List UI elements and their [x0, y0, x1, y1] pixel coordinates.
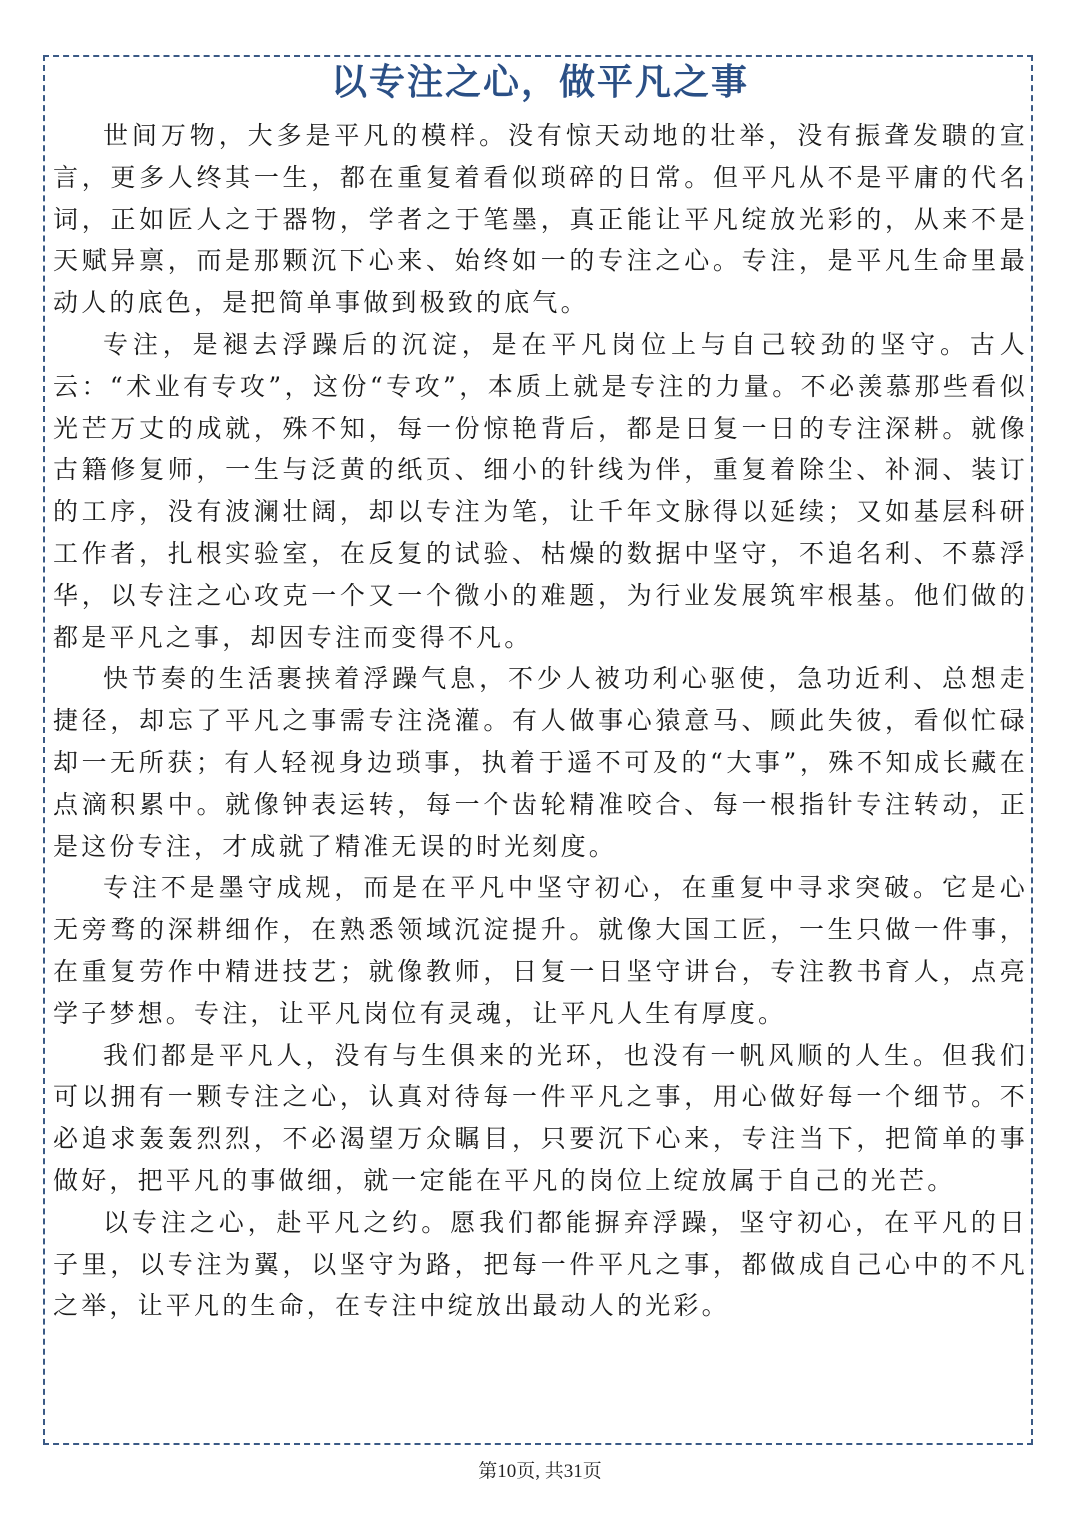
- paragraph-1: 世间万物，大多是平凡的模样。没有惊天动地的壮举，没有振聋发聩的宣言，更多人终其一生，都在重复着看似琐碎的日常。但平凡从不是平庸的代名词，正如匠人之于器物，学者之于笔墨，真正能让平凡绽放光彩的，从来不是天赋异禀，而是那颗沉下心来、始终如一的专注之心。专注，是平凡生命里最动人的底色，是把简单事做到极致的底气。: [53, 121, 1028, 318]
- article-body: [53, 115, 1028, 1327]
- document-title: 以专注之心，做平凡之事: [330, 62, 749, 103]
- paragraph-6: 以专注之心，赴平凡之约。愿我们都能摒弃浮躁，坚守初心，在平凡的日子里，以专注为翼，以坚守为路，把每一件平凡之事，都做成自己心中的不凡之举，让平凡的生命，在专注中绽放出最动人的光彩。: [53, 1207, 1028, 1321]
- page-number: 第10页, 共31页: [478, 1461, 602, 1482]
- paragraph-4: 专注不是墨守成规，而是在平凡中坚守初心，在重复中寻求突破。它是心无旁骛的深耕细作，在熟悉领域沉淀提升。就像大国工匠，一生只做一件事，在重复劳作中精进技艺；就像教师，日复一日坚守讲台，专注教书育人，点亮学子梦想。专注，让平凡岗位有灵魂，让平凡人生有厚度。: [53, 873, 1028, 1028]
- paragraph-5: 我们都是平凡人，没有与生俱来的光环，也没有一帆风顺的人生。但我们可以拥有一颗专注之心，认真对待每一件平凡之事，用心做好每一个细节。不必追求轰轰烈烈，不必渴望万众瞩目，只要沉下心来，专注当下，把简单的事做好，把平凡的事做细，就一定能在平凡的岗位上绽放属于自己的光芒。: [53, 1040, 1028, 1195]
- paragraph-2: 专注，是褪去浮躁后的沉淀，是在平凡岗位上与自己较劲的坚守。古人云：“术业有专攻”，这份“专攻”，本质上就是专注的力量。不必羡慕那些看似光芒万丈的成就，殊不知，每一份惊艳背后，都是日复一日的专注深耕。就像古籍修复师，一生与泛黄的纸页、细小的针线为伴，重复着除尘、补洞、装订的工序，没有波澜壮阔，却以专注为笔，让千年文脉得以延续；又如基层科研工作者，扎根实验室，在反复的试验、枯燥的数据中坚守，不追名利、不慕浮华，以专注之心攻克一个又一个微小的难题，为行业发展筑牢根基。他们做的都是平凡之事，却因专注而变得不凡。: [53, 329, 1028, 652]
- paragraph-3: 快节奏的生活裹挟着浮躁气息，不少人被功利心驱使，急功近利、总想走捷径，却忘了平凡之事需专注浇灌。有人做事心猿意马、顾此失彼，看似忙碌却一无所获；有人轻视身边琐事，执着于遥不可及的“大事”，殊不知成长藏在点滴积累中。就像钟表运转，每一个齿轮精准咬合、每一根指针专注转动，正是这份专注，才成就了精准无误的时光刻度。: [53, 664, 1028, 861]
